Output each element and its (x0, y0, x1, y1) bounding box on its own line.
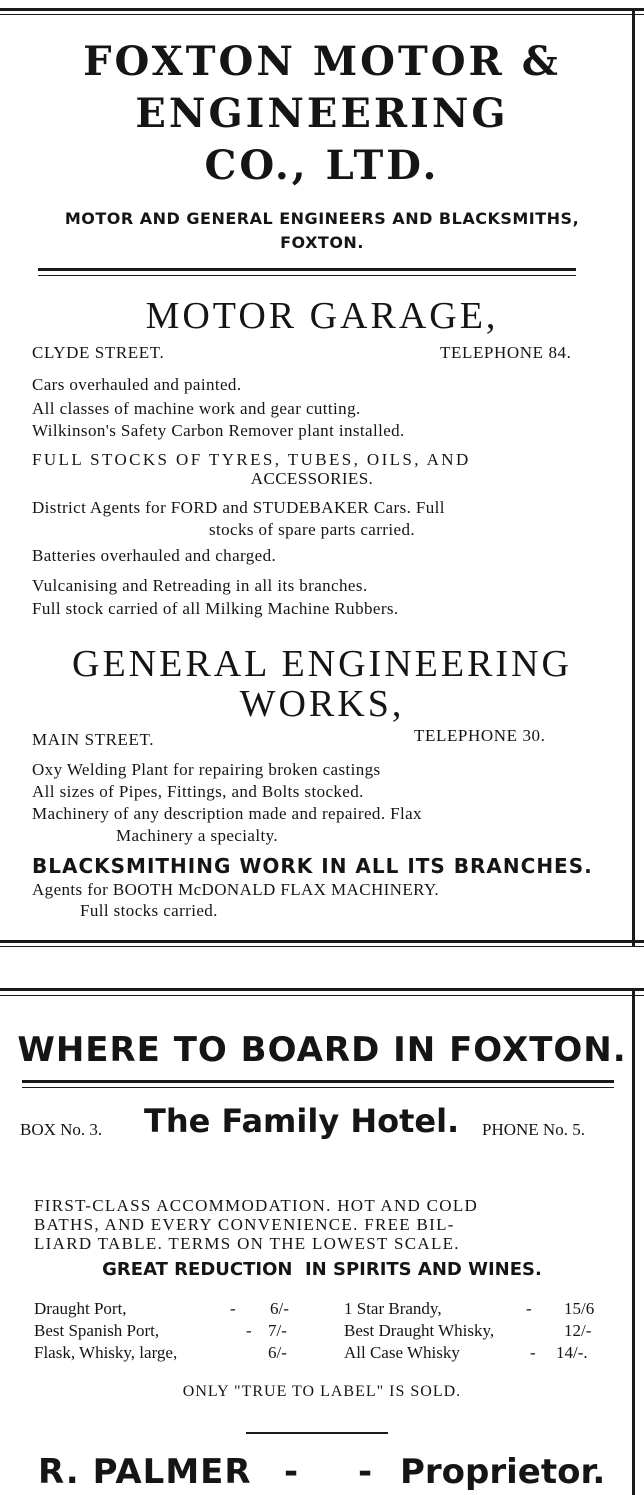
garage-vulcanising: Vulcanising and Retreading in all its branches. (32, 576, 368, 595)
company-name (0, 40, 644, 188)
hotel-desc-line-2: BATHS, AND EVERY CONVENIENCE. FREE BIL- (34, 1215, 455, 1234)
company-name-line-1: FOXTON MOTOR & (83, 38, 561, 85)
price-item: 1 Star Brandy, (344, 1299, 442, 1318)
price-dash: - (526, 1299, 532, 1318)
company-name-line-2: ENGINEERING (135, 90, 509, 137)
price-item: Best Draught Whisky, (344, 1321, 495, 1340)
works-street: MAIN STREET. (32, 730, 155, 749)
company-name-line-3: CO., LTD. (204, 142, 440, 189)
price-item: All Case Whisky (344, 1343, 460, 1362)
garage-heading: MOTOR GARAGE, (145, 295, 499, 337)
price-dash: - (530, 1343, 536, 1362)
garage-telephone: TELEPHONE 84. (440, 343, 572, 362)
hotel-name: The Family Hotel. (144, 1102, 460, 1140)
price-row (344, 1298, 634, 1320)
price-value: 15/6 (564, 1299, 595, 1318)
board-heading-rule (22, 1080, 614, 1083)
proprietor-divider (246, 1432, 388, 1434)
proprietor-dash-1: - (284, 1452, 299, 1492)
price-dash: - (230, 1299, 236, 1318)
garage-stocks (32, 450, 592, 488)
reduction-banner: GREAT REDUCTION IN SPIRITS AND WINES. (102, 1259, 542, 1280)
works-heading-line-1: GENERAL ENGINEERING (72, 643, 572, 685)
garage-agents-line-2: stocks of spare parts carried. (208, 520, 415, 539)
proprietor-name: R. PALMER (38, 1452, 252, 1492)
booth-agents-line-2: Full stocks carried. (80, 901, 218, 920)
price-item: Flask, Whisky, large, (34, 1343, 178, 1362)
price-value: 6/- (270, 1299, 289, 1318)
garage-street: CLYDE STREET. (32, 343, 165, 362)
company-subtitle-line-2: FOXTON. (280, 233, 364, 252)
price-value: 12/- (564, 1321, 592, 1340)
board-heading: WHERE TO BOARD IN FOXTON. (17, 1030, 627, 1070)
section-divider (38, 268, 576, 271)
ad2-top-border (0, 988, 644, 991)
proprietor-dash-2: - (358, 1452, 373, 1492)
garage-agents (32, 498, 592, 539)
section-divider-thin (38, 275, 576, 276)
garage-line-2: All classes of machine work and gear cutting. (32, 399, 361, 418)
garage-agents-line-1: District Agents for FORD and STUDEBAKER Cars. Full (32, 498, 445, 517)
ad1-bottom-border-thin (0, 946, 644, 947)
price-value: 6/- (268, 1343, 287, 1362)
hotel-phone: PHONE No. 5. (482, 1120, 585, 1139)
hotel-box-number: BOX No. 3. (20, 1120, 103, 1139)
booth-agents (32, 880, 612, 920)
true-to-label-note: ONLY "TRUE TO LABEL" IS SOLD. (182, 1383, 462, 1400)
ad1-top-border-thin (0, 14, 644, 15)
price-row (344, 1320, 634, 1342)
price-value: 7/- (268, 1321, 287, 1340)
works-machinery-line-1: Machinery of any description made and repaired. Flax (32, 804, 422, 823)
works-pipes: All sizes of Pipes, Fittings, and Bolts stocked. (32, 782, 364, 801)
blacksmithing-banner: BLACKSMITHING WORK IN ALL ITS BRANCHES. (32, 854, 593, 878)
garage-line-1: Cars overhauled and painted. (32, 375, 242, 394)
price-item: Best Spanish Port, (34, 1321, 160, 1340)
ad1-top-border (0, 8, 644, 11)
price-row (344, 1342, 634, 1364)
hotel-description (34, 1196, 614, 1253)
works-oxy: Oxy Welding Plant for repairing broken castings (32, 760, 381, 779)
garage-batteries: Batteries overhauled and charged. (32, 546, 277, 565)
company-subtitle (0, 208, 644, 254)
price-row (34, 1298, 324, 1320)
works-telephone: TELEPHONE 30. (414, 726, 546, 745)
price-dash: - (246, 1321, 252, 1340)
price-item: Draught Port, (34, 1299, 127, 1318)
hotel-desc-line-1: FIRST-CLASS ACCOMMODATION. HOT AND COLD (34, 1196, 479, 1215)
board-heading-rule-thin (22, 1087, 614, 1088)
garage-line-3: Wilkinson's Safety Carbon Remover plant installed. (32, 421, 405, 440)
price-list-right (344, 1298, 634, 1364)
price-row (34, 1342, 324, 1364)
garage-services (32, 375, 612, 440)
hotel-desc-line-3: LIARD TABLE. TERMS ON THE LOWEST SCALE. (34, 1234, 460, 1253)
price-row (34, 1320, 324, 1342)
price-list-left (34, 1298, 324, 1364)
ad1-bottom-border (0, 940, 644, 943)
booth-agents-line-1: Agents for BOOTH McDONALD FLAX MACHINERY. (32, 880, 440, 899)
price-value: 14/-. (556, 1343, 588, 1362)
works-services (32, 760, 612, 845)
works-heading (0, 644, 644, 724)
garage-stocks-line-2: ACCESSORIES. (250, 469, 374, 488)
garage-stocks-line-1: FULL STOCKS OF TYRES, TUBES, OILS, AND (32, 450, 471, 469)
garage-milking: Full stock carried of all Milking Machine Rubbers. (32, 599, 399, 618)
company-subtitle-line-1: MOTOR AND GENERAL ENGINEERS AND BLACKSMITHS, (64, 209, 580, 228)
works-machinery-line-2: Machinery a specialty. (115, 826, 279, 845)
works-heading-line-2: WORKS, (239, 683, 405, 725)
proprietor-title: Proprietor. (400, 1452, 606, 1492)
ad2-top-border-thin (0, 995, 644, 996)
